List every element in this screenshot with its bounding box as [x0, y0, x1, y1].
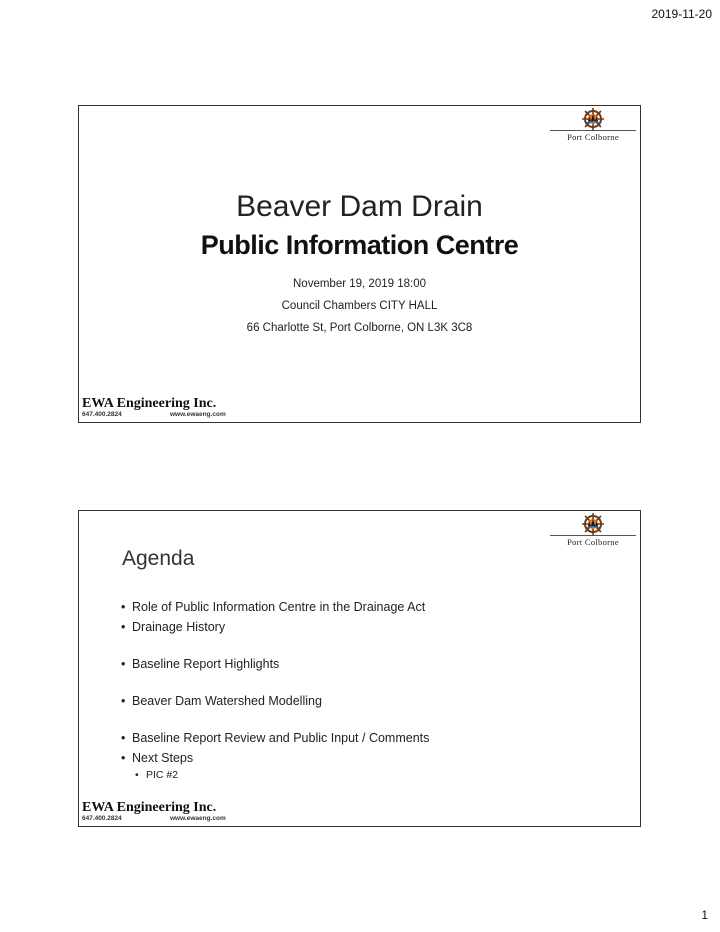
- footer-brand: [82, 800, 242, 823]
- event-address: 66 Charlotte St, Port Colborne, ON L3K 3C8: [246, 322, 473, 334]
- event-date: November 19, 2019 18:00: [293, 278, 426, 290]
- port-colborne-logo: [550, 513, 636, 549]
- agenda-subitem: • PIC #2: [135, 768, 429, 783]
- page-number: 1: [701, 908, 708, 922]
- ship-wheel-icon: [580, 108, 606, 130]
- ship-wheel-icon: [580, 513, 606, 535]
- logo-text: Port Colborne: [550, 130, 636, 142]
- company-contact: [82, 815, 242, 823]
- agenda-list: [121, 597, 429, 783]
- footer-brand: [82, 396, 242, 419]
- agenda-item: • Next Steps: [121, 748, 429, 768]
- company-phone: 647.400.2824: [82, 815, 122, 822]
- event-venue: Council Chambers CITY HALL: [281, 300, 438, 312]
- company-name: EWA Engineering Inc.: [82, 800, 217, 815]
- company-website: www.ewaeng.com: [170, 815, 226, 822]
- title-slide: [78, 105, 641, 423]
- event-details: [79, 273, 640, 339]
- company-phone: 647.400.2824: [82, 411, 122, 418]
- company-contact: [82, 411, 242, 419]
- agenda-item: • Beaver Dam Watershed Modelling: [121, 691, 429, 711]
- agenda-item: • Baseline Report Review and Public Input / Comments: [121, 728, 429, 748]
- slide-subtitle: Public Information Centre: [200, 230, 519, 260]
- slide-title: Agenda: [122, 547, 195, 570]
- page-date: 2019-11-20: [651, 7, 712, 21]
- port-colborne-logo: [550, 108, 636, 144]
- agenda-item: • Role of Public Information Centre in the Drainage Act: [121, 597, 429, 617]
- company-website: www.ewaeng.com: [170, 411, 226, 418]
- slide-title: Beaver Dam Drain: [236, 190, 483, 223]
- agenda-slide: [78, 510, 641, 827]
- logo-text: Port Colborne: [550, 535, 636, 547]
- company-name: EWA Engineering Inc.: [82, 396, 217, 411]
- agenda-item: • Baseline Report Highlights: [121, 654, 429, 674]
- agenda-item: • Drainage History: [121, 617, 429, 637]
